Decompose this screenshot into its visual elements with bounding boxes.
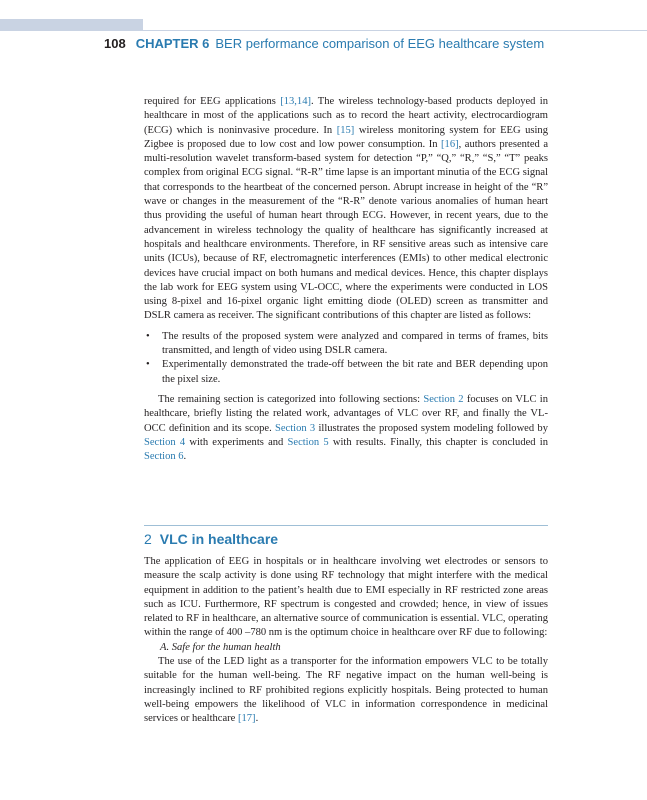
paragraph-outline: The remaining section is categorized into following sections: Section 2 focuses on VLC in healthcare, briefly listing the related work, advantages of VLC over RF, and finally the VL-OCC definition and its scope. Section 3 illustrates the proposed system modeling followed by Section 4 with experiments and Section 5 with results. Finally, this chapter is concluded in Section 6. bbox=[144, 393, 548, 463]
citation-link[interactable]: [16] bbox=[441, 138, 459, 150]
list-item: • Experimentally demonstrated the trade-off between the bit rate and BER depending upon the pixel size. bbox=[144, 358, 548, 387]
section-link[interactable]: Section 3 bbox=[275, 422, 316, 434]
chapter-title: BER performance comparison of EEG healthcare system bbox=[215, 36, 545, 51]
section-link[interactable]: Section 2 bbox=[423, 393, 464, 405]
paragraph-safety: The use of the LED light as a transporter for the information empowers VLC to be totally suitable for the human well-being. The RF negative impact on the human well-being is increasingly inclined to RF prohibited regions explicitly hospitals. Being protected to human well-being empowers the likelihood of VLC in information correspondence in medicinal services or healthcare [17]. bbox=[144, 656, 548, 725]
chapter-label: CHAPTER 6 bbox=[135, 36, 210, 51]
running-header bbox=[104, 36, 544, 51]
contributions-list bbox=[144, 330, 548, 387]
section-rule bbox=[144, 525, 548, 526]
section-body bbox=[144, 555, 548, 727]
header-color-bar bbox=[0, 19, 143, 31]
subheading: A. Safe for the human health bbox=[160, 641, 281, 653]
citation-link[interactable]: [15] bbox=[336, 124, 355, 136]
citation-link[interactable]: [13,14] bbox=[280, 96, 311, 107]
header-rule bbox=[143, 30, 647, 31]
section-title: VLC in healthcare bbox=[159, 531, 279, 547]
list-item: • The results of the proposed system were analyzed and compared in terms of frames, bits transmitted, and length of video using DSLR camera. bbox=[144, 330, 548, 359]
paragraph-intro: required for EEG applications [13,14]. The wireless technology-based products deployed in healthcare in most of the applications such as to record the heart activity, electrocardiogram (ECG) which is noninvasive procedure. In [15] wireless monitoring system for EEG using Zigbee is proposed due to low cost and low power consumption. In [16], authors presented a multi-resolution wavelet transform-based system for detection “P,” “Q,” “R,” “S,” “T” peaks complex from original ECG signal. “R-R” time lapse is an important minutia of the ECG signal that corresponds to the heartbeat of the concerned person. Abrupt increase in height of the “R” wave or changes in the measurement of the “R-R” denote various anomalies of human heart thus providing the useful of human heart through ECG. However, in recent years, due to the advancement in wireless technology the quality of healthcare has significantly increased at hospitals and healthcare environments. Therefore, in RF sensitive areas such as intensive care units (ICUs), because of RF, electromagnetic interferences (EMIs) to other medical electronic devices have crucial impact on both humans and medical devices. Hence, this chapter displays the lab work for EEG system using VL-OCC, where the experiments were conducted in LOS using 8-pixel and 16-pixel organic light emitting diode (OLED) screen as transmitter and DSLR camera as receiver. The significant contributions of this chapter are listed as follows: bbox=[144, 96, 549, 322]
page-number: 108 bbox=[104, 36, 126, 51]
section-link[interactable]: Section 5 bbox=[287, 436, 329, 448]
citation-link[interactable]: [17] bbox=[238, 713, 256, 725]
section-number: 2 bbox=[144, 531, 152, 547]
section-link[interactable]: Section 6 bbox=[144, 451, 184, 463]
section-heading bbox=[144, 531, 278, 547]
paragraph-vlc: The application of EEG in hospitals or in healthcare involving wet electrodes or sensors to measure the scalp activity is done using RF technology that might interfere with the medical equipment in addition to the patient’s health due to EMI especially in RF restricted zone areas such as ICU. Furthermore, RF spectrum is congested and crowded; hence, in view of issues related to RF in healthcare, an alternative source of communication is essential. VLC, operating within the range of 400 –780 nm is the optimum choice in healthcare over RF due to following: bbox=[144, 556, 548, 639]
section-link[interactable]: Section 4 bbox=[144, 436, 186, 448]
intro-block bbox=[144, 95, 548, 464]
